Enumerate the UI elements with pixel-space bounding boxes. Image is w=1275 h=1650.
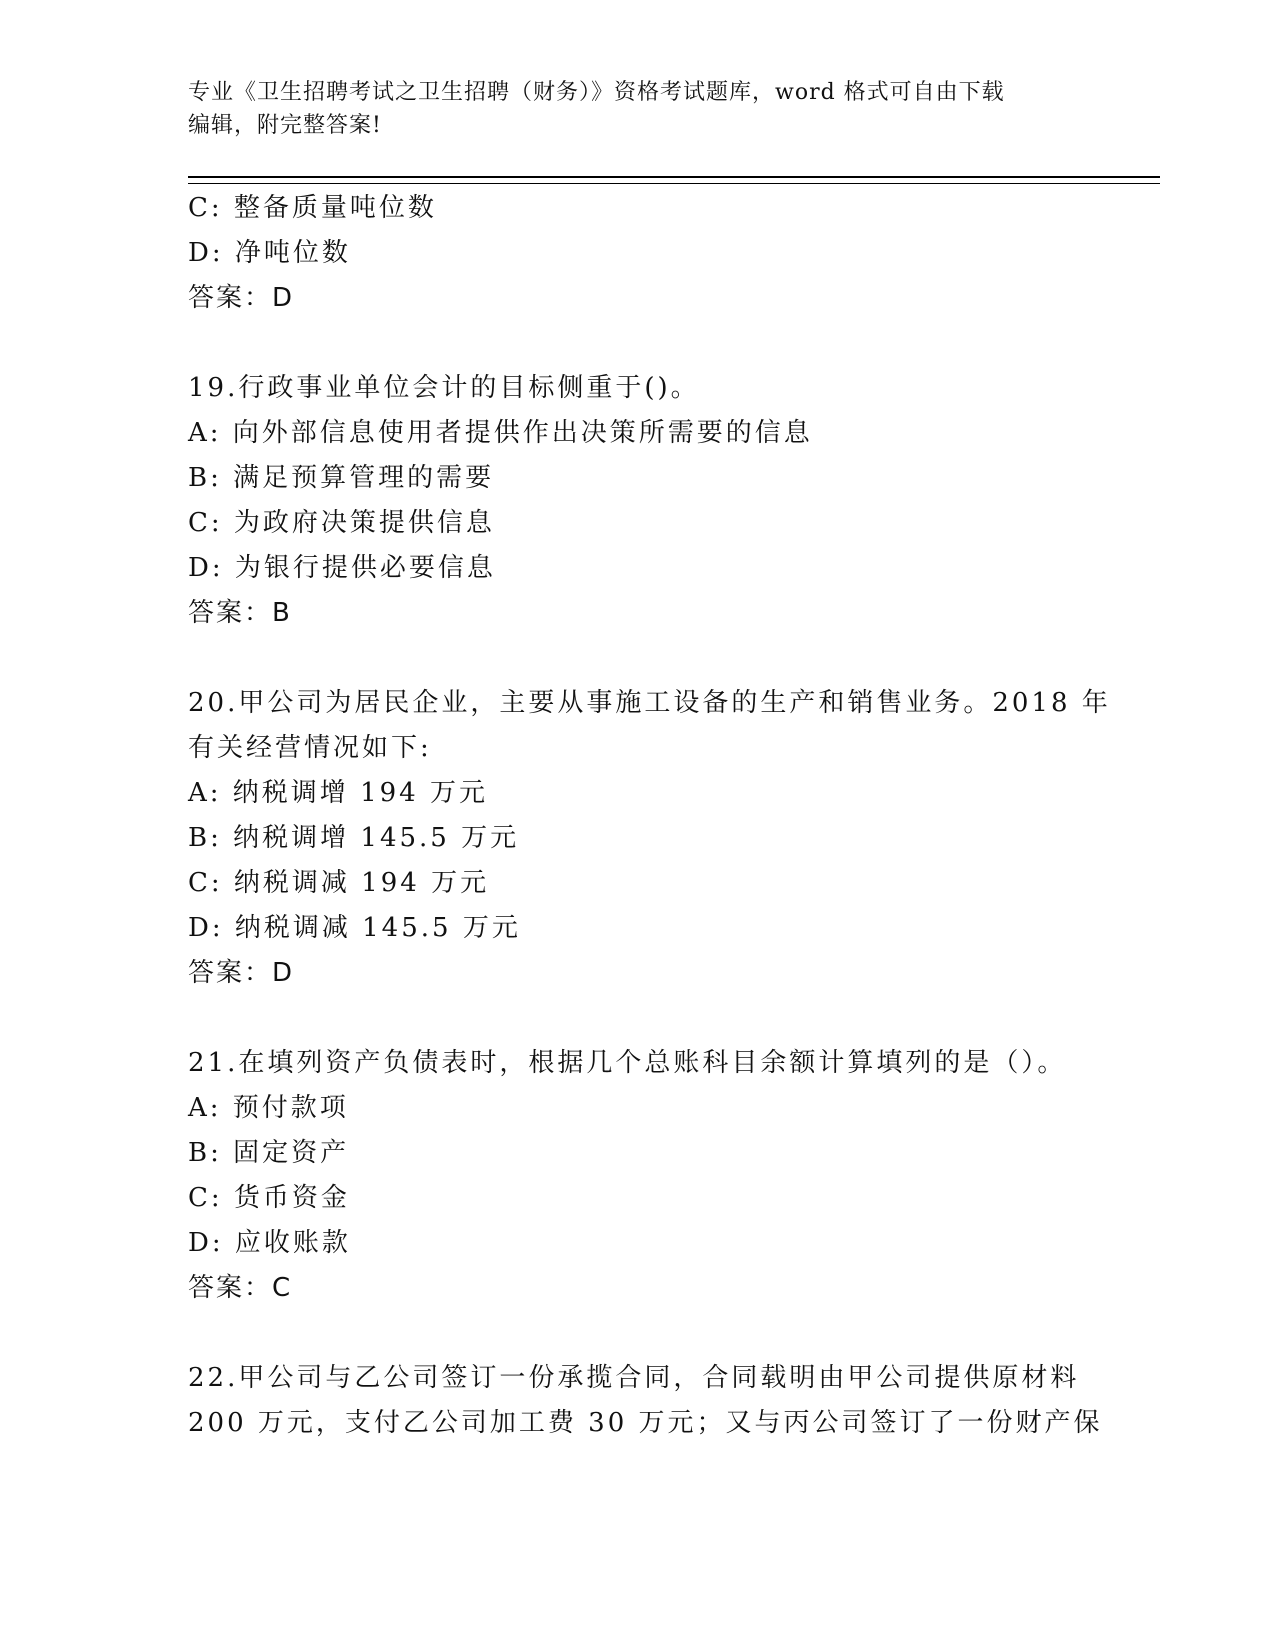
answer: 答案：D — [188, 283, 295, 313]
header-line-1: 专业《卫生招聘考试之卫生招聘（财务）》资格考试题库，word 格式可自由下载 — [188, 80, 1005, 105]
option-c: C: 为政府决策提供信息 — [188, 508, 495, 538]
question-stem-line-1: 22.甲公司与乙公司签订一份承揽合同，合同载明由甲公司提供原材料 — [188, 1363, 1080, 1393]
header-rule-thin — [188, 183, 1160, 184]
header-line-2: 编辑，附完整答案! — [188, 113, 382, 138]
answer: 答案：B — [188, 598, 292, 628]
option-c: C: 纳税调减 194 万元 — [188, 868, 490, 898]
answer: 答案：D — [188, 958, 295, 988]
option-d: D: 应收账款 — [188, 1228, 351, 1258]
option-b: B: 固定资产 — [188, 1138, 350, 1168]
option-d: D: 纳税调减 145.5 万元 — [188, 913, 521, 943]
answer: 答案：C — [188, 1273, 293, 1303]
question-stem-line-1: 20.甲公司为居民企业，主要从事施工设备的生产和销售业务。2018 年 — [188, 688, 1111, 718]
option-d: D: 为银行提供必要信息 — [188, 553, 496, 583]
question-stem: 19.行政事业单位会计的目标侧重于()。 — [188, 373, 700, 403]
option-a: A: 纳税调增 194 万元 — [188, 778, 488, 808]
option-c: C: 整备质量吨位数 — [188, 193, 437, 223]
question-stem-line-2: 200 万元，支付乙公司加工费 30 万元；又与丙公司签订了一份财产保 — [188, 1408, 1103, 1438]
question-stem-line-2: 有关经营情况如下: — [188, 733, 432, 763]
option-a: A: 向外部信息使用者提供作出决策所需要的信息 — [188, 418, 813, 448]
question-stem: 21.在填列资产负债表时，根据几个总账科目余额计算填列的是（）。 — [188, 1048, 1067, 1078]
option-d: D: 净吨位数 — [188, 238, 351, 268]
header-rule-thick — [188, 176, 1160, 178]
header-text — [188, 76, 1078, 142]
option-b: B: 纳税调增 145.5 万元 — [188, 823, 520, 853]
option-a: A: 预付款项 — [188, 1093, 349, 1123]
option-b: B: 满足预算管理的需要 — [188, 463, 495, 493]
option-c: C: 货币资金 — [188, 1183, 350, 1213]
